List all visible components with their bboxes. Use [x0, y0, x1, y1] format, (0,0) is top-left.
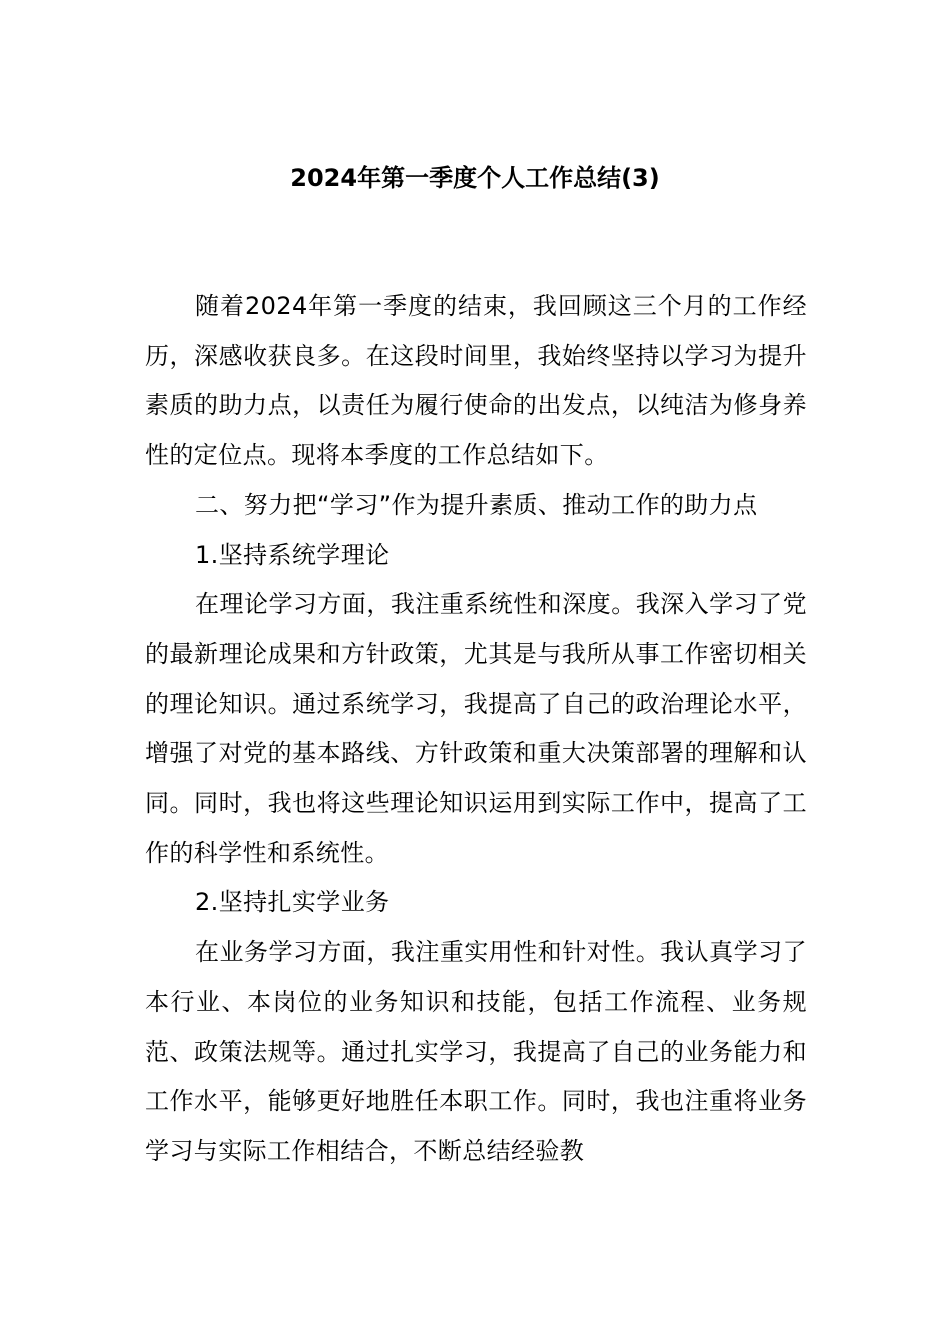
subsection-heading-business: 2.坚持扎实学业务: [195, 888, 390, 917]
business-paragraph: 在业务学习方面，我注重实用性和针对性。我认真学习了本行业、本岗位的业务知识和技能，包括工作流程、业务规范、政策法规等。通过扎实学习，我提高了自己的业务能力和工作水平，能够更好地胜任本职工作。同时，我也注重将业务学习与实际工作相结合，不断总结经验教: [145, 938, 807, 1165]
intro-paragraph: 随着2024年第一季度的结束，我回顾这三个月的工作经历，深感收获良多。在这段时间里，我始终坚持以学习为提升素质的助力点，以责任为履行使命的出发点，以纯洁为修身养性的定位点。现将本季度的工作总结如下。: [145, 292, 807, 470]
document-body: [145, 282, 807, 1177]
section-heading: 二、努力把“学习”作为提升素质、推动工作的助力点: [195, 490, 758, 519]
subsection-heading-theory: 1.坚持系统学理论: [195, 540, 390, 569]
theory-paragraph: 在理论学习方面，我注重系统性和深度。我深入学习了党的最新理论成果和方针政策，尤其是与我所从事工作密切相关的理论知识。通过系统学习，我提高了自己的政治理论水平，增强了对党的基本路线、方针政策和重大决策部署的理解和认同。同时，我也将这些理论知识运用到实际工作中，提高了工作的科学性和系统性。: [145, 590, 807, 867]
document-title: 2024年第一季度个人工作总结(3): [290, 164, 660, 192]
